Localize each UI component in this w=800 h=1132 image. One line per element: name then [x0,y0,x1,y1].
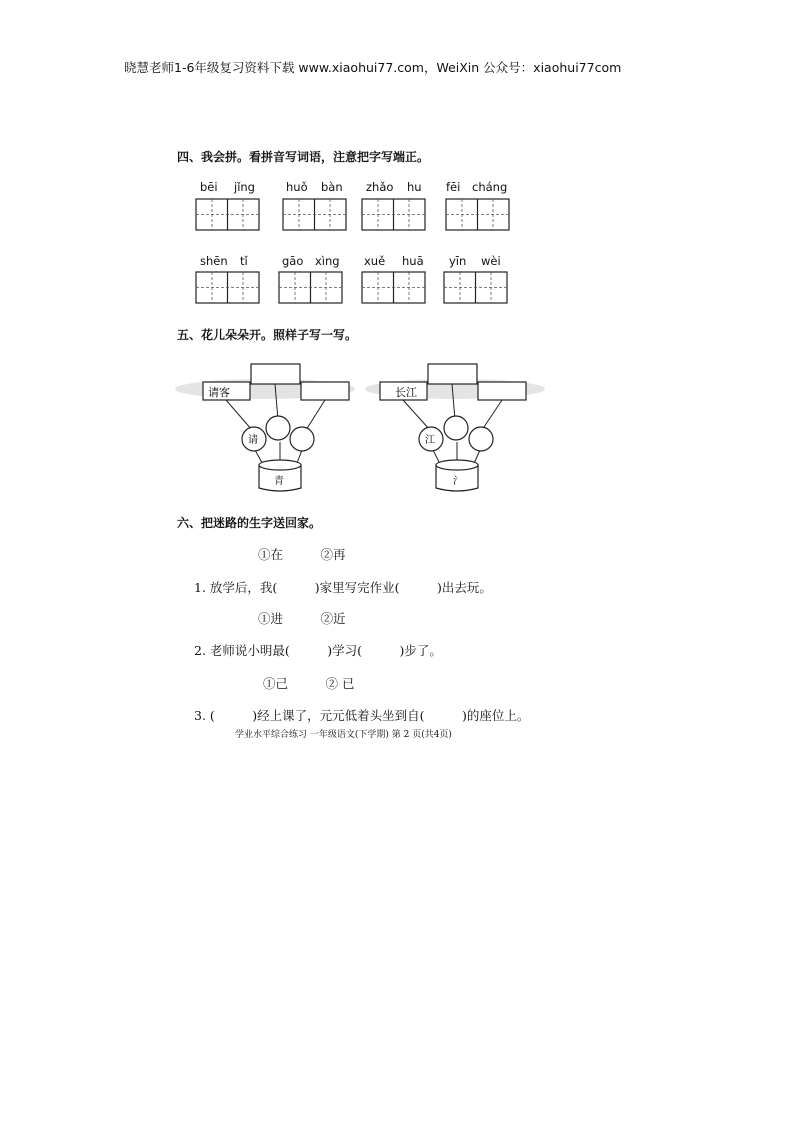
question-2: 2. 老师说小明最( )学习( )步了。 [194,643,442,658]
flower-diagrams [0,350,800,500]
pot-char: 氵 [453,476,463,487]
circle-char: 请 [248,435,258,446]
pot-char: 青 [274,476,284,487]
circle-char: 江 [425,435,435,446]
pinyin: bēi [200,180,218,194]
word-box-text: 长江 [395,386,417,399]
pinyin: xìng [315,254,340,268]
pinyin: fēi [446,180,461,194]
pinyin: zhǎo [366,180,394,194]
q2-options: ①进 ②近 [258,611,346,626]
section-5-title: 五、花儿朵朵开。照样子写一写。 [177,328,358,342]
q1-options: ①在 ②再 [258,547,346,562]
pinyin: hu [407,180,422,194]
word-box-text: 请客 [208,386,230,399]
pinyin: huā [402,254,424,268]
pinyin: jǐng [234,180,255,194]
pinyin: tǐ [240,254,248,268]
writing-grids [0,0,800,320]
pinyin: shēn [200,254,228,268]
question-1: 1. 放学后，我( )家里写完作业( )出去玩。 [194,580,492,595]
pinyin: bàn [321,180,343,194]
section-4-title: 四、我会拼。看拼音写词语，注意把字写端正。 [177,150,430,164]
pinyin: yīn [449,254,467,268]
pinyin: gāo [282,254,304,268]
pinyin: wèi [481,254,501,268]
pinyin: cháng [472,180,508,194]
question-3: 3. ( )经上课了，元元低着头坐到自( )的座位上。 [194,708,530,723]
q3-options: ①己 ② 已 [263,676,355,691]
pinyin: xuě [364,254,386,268]
page-footer: 学业水平综合练习 一年级语文(下学期) 第 2 页(共4页) [235,730,452,740]
section-6-title: 六、把迷路的生字送回家。 [177,516,322,530]
pinyin: huǒ [286,180,308,194]
page-header: 晓慧老师1-6年级复习资料下载 www.xiaohui77.com，WeiXin 公众号：xiaohui77com [124,60,622,75]
